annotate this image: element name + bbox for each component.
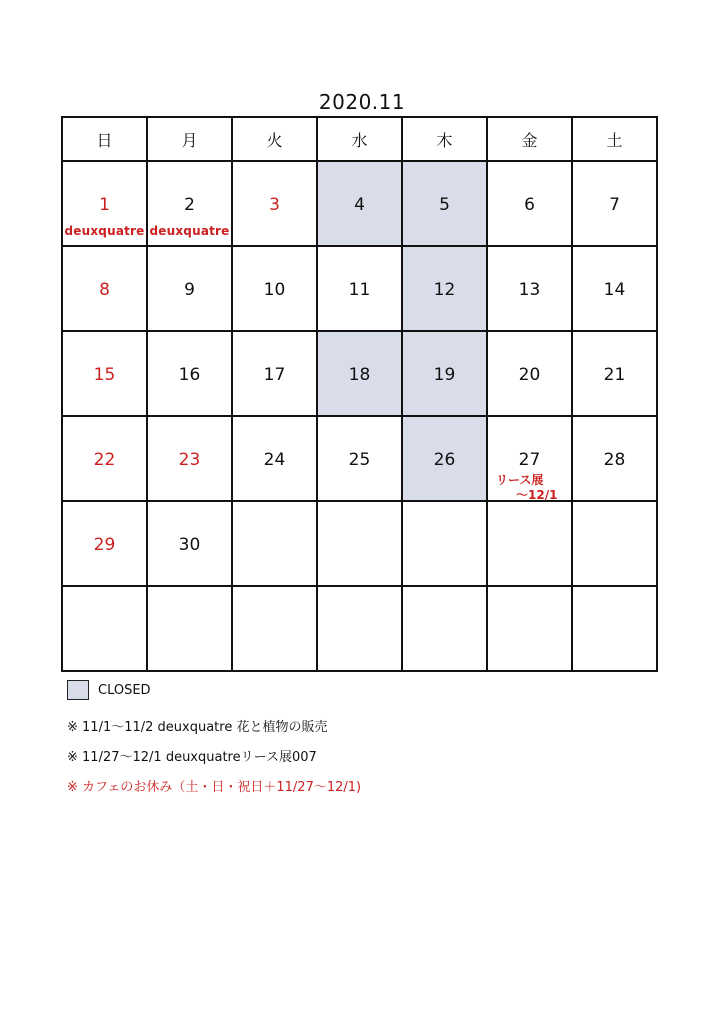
day-cell-16 <box>148 332 233 417</box>
day-cell-23 <box>148 417 233 502</box>
day-cell-26 <box>403 417 488 502</box>
weekday-wed: 水 <box>318 118 403 162</box>
day-number: 13 <box>518 280 541 300</box>
empty-day-cell <box>403 502 488 587</box>
day-number: 14 <box>603 280 626 300</box>
day-number: 21 <box>603 365 626 385</box>
day-note: deuxquatre <box>149 224 230 238</box>
notes-list <box>67 716 361 806</box>
empty-day-cell <box>488 587 573 672</box>
day-number: 22 <box>93 450 116 470</box>
note-item: ※ 11/27～12/1 deuxquatreリース展007 <box>67 750 317 765</box>
weekday-fri: 金 <box>488 118 573 162</box>
day-cell-18 <box>318 332 403 417</box>
day-cell-14 <box>573 247 658 332</box>
day-note: deuxquatre <box>64 224 145 238</box>
empty-day-cell <box>488 502 573 587</box>
day-number: 24 <box>263 450 286 470</box>
day-number: 10 <box>263 280 286 300</box>
day-number: 1 <box>99 195 110 215</box>
legend-label: CLOSED <box>98 682 151 698</box>
day-cell-4 <box>318 162 403 247</box>
weekday-sun: 日 <box>63 118 148 162</box>
day-number: 3 <box>269 195 280 215</box>
day-number: 18 <box>348 365 371 385</box>
calendar-title: 2020.11 <box>318 90 406 114</box>
day-cell-20 <box>488 332 573 417</box>
day-cell-5 <box>403 162 488 247</box>
day-cell-24 <box>233 417 318 502</box>
day-number: 27 <box>518 450 541 470</box>
day-cell-29 <box>63 502 148 587</box>
day-number: 16 <box>178 365 201 385</box>
day-cell-21 <box>573 332 658 417</box>
day-cell-28 <box>573 417 658 502</box>
day-cell-30 <box>148 502 233 587</box>
day-cell-27 <box>488 417 573 502</box>
day-cell-6 <box>488 162 573 247</box>
day-note-line: ～12/1 <box>516 488 558 502</box>
day-note <box>496 473 557 503</box>
day-number: 5 <box>439 195 450 215</box>
day-number: 12 <box>433 280 456 300</box>
empty-day-cell <box>318 587 403 672</box>
day-number: 25 <box>348 450 371 470</box>
day-note-line: リース展 <box>496 473 544 487</box>
day-number: 7 <box>609 195 620 215</box>
empty-day-cell <box>148 587 233 672</box>
day-cell-2 <box>148 162 233 247</box>
day-number: 19 <box>433 365 456 385</box>
empty-day-cell <box>403 587 488 672</box>
closed-swatch <box>67 680 89 700</box>
empty-day-cell <box>233 502 318 587</box>
weekday-mon: 月 <box>148 118 233 162</box>
day-number: 11 <box>348 280 371 300</box>
empty-day-cell <box>573 587 658 672</box>
day-number: 28 <box>603 450 626 470</box>
note-item-cafe-holiday: ※ カフェのお休み（土・日・祝日＋11/27～12/1) <box>67 780 362 795</box>
day-cell-22 <box>63 417 148 502</box>
legend <box>67 680 151 700</box>
day-cell-10 <box>233 247 318 332</box>
day-cell-17 <box>233 332 318 417</box>
day-cell-1 <box>63 162 148 247</box>
day-cell-11 <box>318 247 403 332</box>
day-number: 4 <box>354 195 365 215</box>
day-number: 30 <box>178 535 201 555</box>
day-number: 20 <box>518 365 541 385</box>
day-cell-7 <box>573 162 658 247</box>
day-number: 23 <box>178 450 201 470</box>
empty-day-cell <box>63 587 148 672</box>
day-cell-13 <box>488 247 573 332</box>
day-number: 26 <box>433 450 456 470</box>
day-number: 9 <box>184 280 195 300</box>
day-cell-15 <box>63 332 148 417</box>
day-cell-19 <box>403 332 488 417</box>
weekday-thu: 木 <box>403 118 488 162</box>
day-cell-9 <box>148 247 233 332</box>
weekday-sat: 土 <box>573 118 658 162</box>
empty-day-cell <box>233 587 318 672</box>
day-number: 8 <box>99 280 110 300</box>
weekday-tue: 火 <box>233 118 318 162</box>
day-number: 15 <box>93 365 116 385</box>
day-cell-12 <box>403 247 488 332</box>
day-cell-25 <box>318 417 403 502</box>
day-number: 2 <box>184 195 195 215</box>
empty-day-cell <box>318 502 403 587</box>
day-number: 17 <box>263 365 286 385</box>
day-number: 29 <box>93 535 116 555</box>
day-number: 6 <box>524 195 535 215</box>
calendar-grid <box>61 116 658 672</box>
empty-day-cell <box>573 502 658 587</box>
day-cell-8 <box>63 247 148 332</box>
day-cell-3 <box>233 162 318 247</box>
note-item: ※ 11/1～11/2 deuxquatre 花と植物の販売 <box>67 720 328 735</box>
